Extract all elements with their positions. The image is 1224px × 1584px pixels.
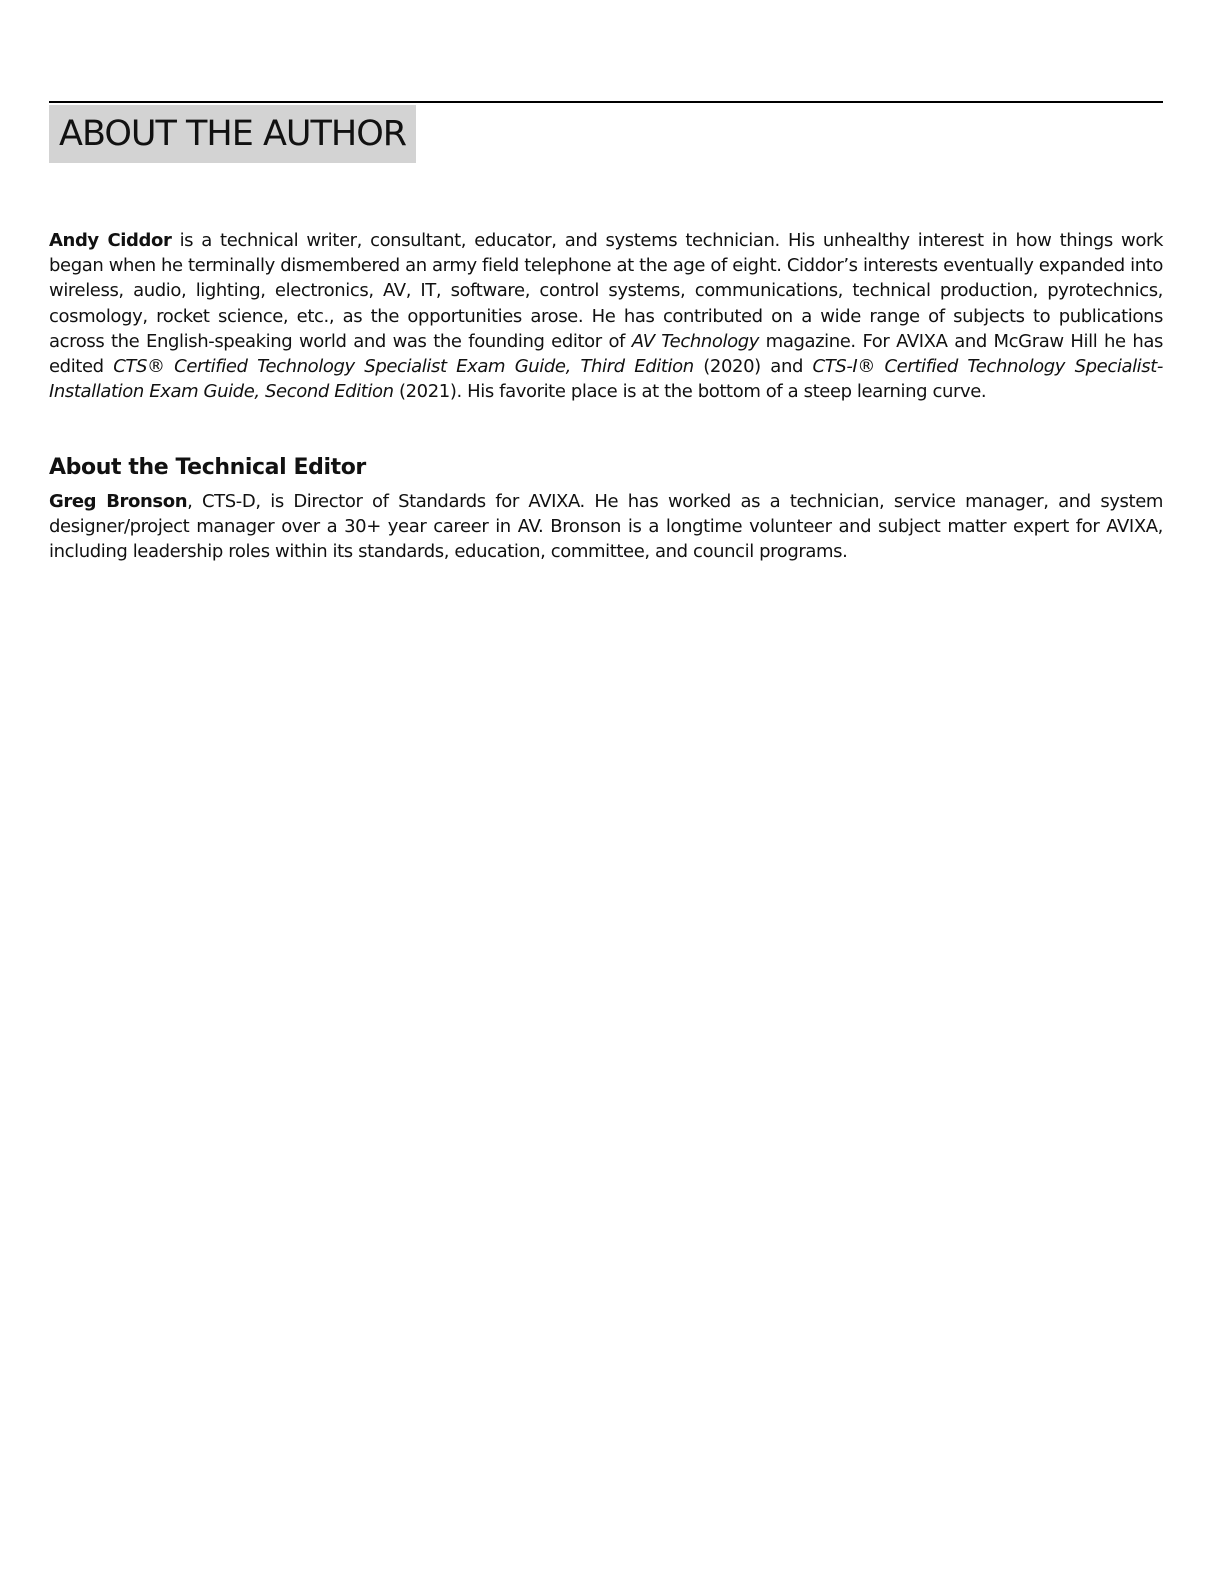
editor-name: Greg Bronson	[49, 491, 188, 512]
document-page	[49, 0, 1163, 1584]
author-bio-text-4: (2021). His favorite place is at the bottom of a steep learning curve.	[393, 381, 987, 403]
section-title: ABOUT THE AUTHOR	[59, 114, 407, 154]
book-title-2: CTS-I® Certified Technology Specialist-Installation Exam Guide, Second Edition	[49, 356, 1164, 403]
book-title-1: CTS® Certified Technology Specialist Exam Guide, Third Edition	[113, 356, 694, 378]
author-bio-text-2: magazine. For AVIXA and McGraw Hill he has edited	[49, 330, 1163, 378]
editor-bio-text: , CTS-D, is Director of Standards for AVIXA. He has worked as a technician, service manager, and system designer/project manager over a 30+ year career in AV. Bronson is a longtime volunteer and subject matter expert for AVIXA, including leadership roles within its standards, education, committee, and council programs.	[49, 491, 1164, 563]
technical-editor-heading: About the Technical Editor	[49, 455, 366, 480]
author-name: Andy Ciddor	[49, 230, 172, 251]
magazine-title: AV Technology	[631, 330, 759, 352]
author-bio-paragraph	[49, 228, 1163, 404]
editor-bio-paragraph	[49, 489, 1163, 565]
author-bio-text-3: (2020) and	[693, 356, 813, 378]
top-rule	[49, 101, 1163, 103]
author-bio-text-1: is a technical writer, consultant, educator, and systems technician. His unhealthy interest in how things work began when he terminally dismembered an army field telephone at the age of eight. Ciddor’s interests eventually expanded into wireless, audio, lighting, electronics, AV, IT, software, control systems, communications, technical production, pyrotechnics, cosmology, rocket science, etc., as the opportunities arose. He has contributed on a wide range of subjects to publications across the English-speaking world and was the founding editor of	[49, 230, 1163, 352]
section-heading-box	[49, 105, 416, 163]
